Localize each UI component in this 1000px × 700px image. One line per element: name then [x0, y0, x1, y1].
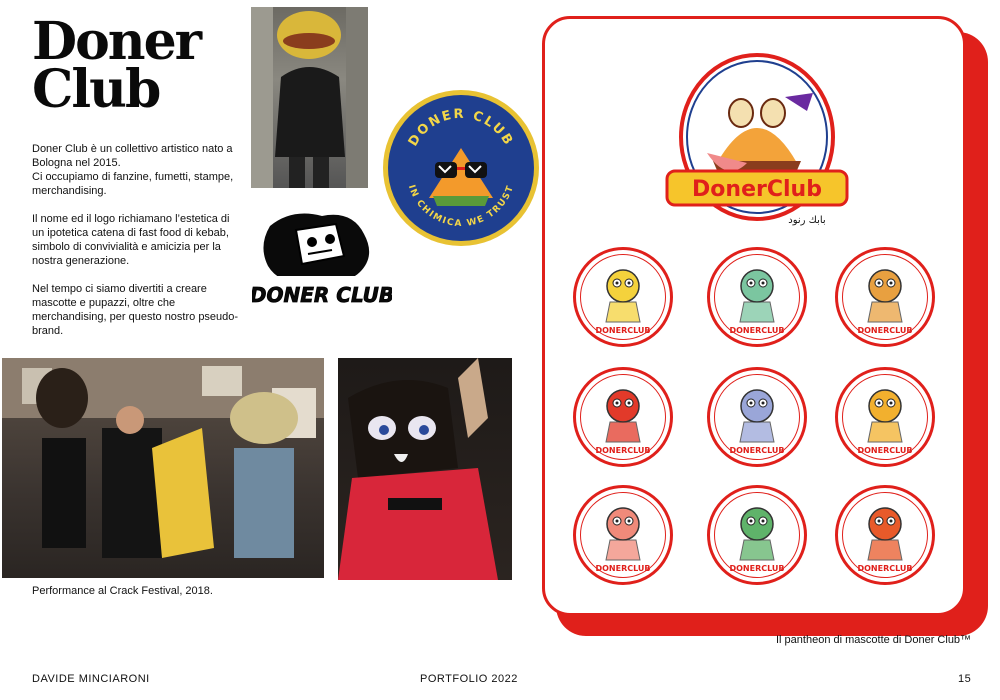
mascot-badge [707, 367, 807, 467]
mascot-badge [835, 485, 935, 585]
elevator-photo [251, 7, 368, 188]
performance-photo-single-illustration [338, 358, 512, 580]
embroidered-patch [381, 88, 541, 248]
intro-text [32, 142, 242, 338]
bw-logo [252, 206, 392, 324]
mascot-badge [707, 485, 807, 585]
mascot-badge [835, 367, 935, 467]
mascot-badge [835, 247, 935, 347]
badge-label: DONERCLUB [595, 446, 651, 455]
panel-caption: Il pantheon di mascotte di Doner Club™ [776, 634, 972, 646]
mascot-badge [573, 247, 673, 347]
badge-label: DONERCLUB [857, 326, 913, 335]
main-logo-wordmark: DonerClub [692, 177, 822, 202]
page-title: Doner Club [32, 11, 201, 120]
badge-label: DONERCLUB [729, 326, 785, 335]
badge-label: DONERCLUB [729, 564, 785, 573]
performance-photo-illustration [2, 358, 324, 578]
performance-photo-single [338, 358, 512, 580]
paragraph-3: Nel tempo ci siamo divertiti a creare mascotte e pupazzi, oltre che merchandising, per questo nostro pseudo-brand. [32, 283, 239, 337]
performance-photo-group [2, 358, 324, 578]
paragraph-2: Il nome ed il logo richiamano l’estetica di un ipotetica catena di fast food di kebab, simbolo di convivialità e amicizia per la nostra generazione. [32, 213, 230, 267]
mascot-badge [573, 485, 673, 585]
page-number: 15 [958, 673, 972, 685]
footer-author: DAVIDE MINCIARONI [32, 673, 150, 685]
main-logo [657, 53, 857, 229]
mascot-badge [707, 247, 807, 347]
badge-label: DONERCLUB [857, 446, 913, 455]
paragraph-1: Doner Club è un collettivo artistico nato a Bologna nel 2015. Ci occupiamo di fanzine, fumetti, stampe, merchandising. [32, 143, 234, 197]
badge-label: DONERCLUB [595, 564, 651, 573]
photo-caption: Performance al Crack Festival, 2018. [32, 585, 213, 597]
badge-label: DONERCLUB [729, 446, 785, 455]
mascot-panel [542, 16, 966, 616]
patch-top-text: DONER CLUB [405, 106, 517, 150]
bw-logo-text: DONER CLUB [252, 283, 392, 307]
main-logo-arabic: بابك رنود [788, 215, 826, 226]
footer-center: PORTFOLIO 2022 [420, 673, 518, 685]
badge-label: DONERCLUB [595, 326, 651, 335]
elevator-photo-illustration [251, 7, 368, 188]
mascot-badge [573, 367, 673, 467]
badge-label: DONERCLUB [857, 564, 913, 573]
patch-bottom-text: IN CHIMICA WE TRUST [405, 183, 517, 230]
